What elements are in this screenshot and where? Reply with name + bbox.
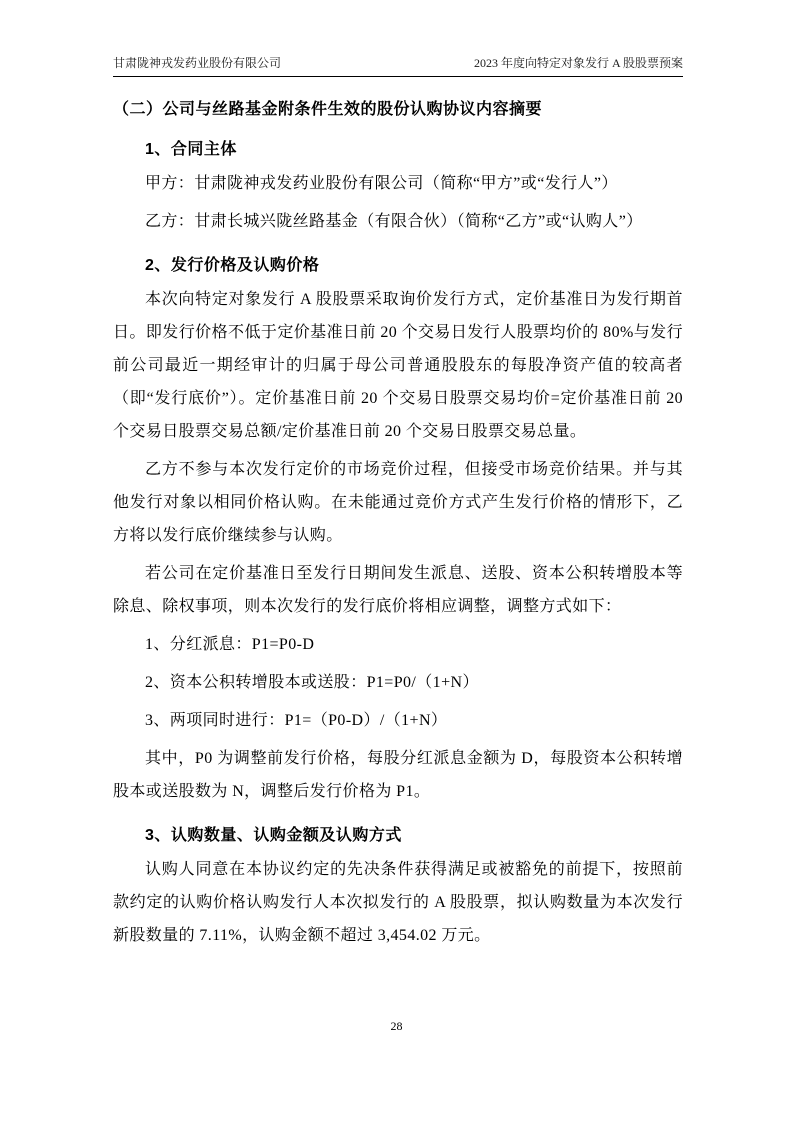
page-footer xyxy=(0,1019,793,1034)
document-body xyxy=(113,98,683,952)
formula-combined: 3、两项同时进行：P1=（P0-D）/（1+N） xyxy=(145,712,448,729)
subsection-2-heading: 2、发行价格及认购价格 xyxy=(145,257,320,274)
subsection-3-heading: 3、认购数量、认购金额及认购方式 xyxy=(145,827,402,844)
paragraph-adjustment-intro: 若公司在定价基准日至发行日期间发生派息、送股、资本公积转增股本等除息、除权事项，则本次发行的发行底价将相应调整，调整方式如下： xyxy=(113,565,683,615)
formula-capitalization: 2、资本公积转增股本或送股：P1=P0/（1+N） xyxy=(145,674,479,691)
paragraph-subscription: 认购人同意在本协议约定的先决条件获得满足或被豁免的前提下，按照前款约定的认购价格认购发行人本次拟发行的 A 股股票，拟认购数量为本次发行新股数量的 7.11%，认购金额不超过 3,454.02 万元。 xyxy=(113,861,683,944)
page-header xyxy=(113,0,683,77)
paragraph-party-a: 甲方：甘肃陇神戎发药业股份有限公司（简称“甲方”或“发行人”） xyxy=(145,175,618,192)
paragraph-no-bidding: 乙方不参与本次发行定价的市场竞价过程，但接受市场竞价结果。并与其他发行对象以相同价格认购。在未能通过竞价方式产生发行价格的情形下，乙方将以发行底价继续参与认购。 xyxy=(113,461,683,544)
formula-dividend: 1、分红派息：P1=P0-D xyxy=(145,636,315,653)
paragraph-variable-definitions: 其中，P0 为调整前发行价格，每股分红派息金额为 D，每股资本公积转增股本或送股数为 N，调整后发行价格为 P1。 xyxy=(113,750,683,800)
header-company-name: 甘肃陇神戎发药业股份有限公司 xyxy=(113,56,282,70)
section-heading: （二）公司与丝路基金附条件生效的股份认购协议内容摘要 xyxy=(113,101,543,118)
paragraph-party-b: 乙方：甘肃长城兴陇丝路基金（有限合伙）（简称“乙方”或“认购人”） xyxy=(145,213,643,230)
header-document-title: 2023 年度向特定对象发行 A 股股票预案 xyxy=(473,56,683,70)
paragraph-pricing-method: 本次向特定对象发行 A 股股票采取询价发行方式，定价基准日为发行期首日。即发行价格不低于定价基准日前 20 个交易日发行人股票均价的 80%与发行前公司最近一期经审计的归属于母公司普通股股东的每股净资产值的较高者（即“发行底价”）。定价基准日前 20 个交易日股票交易均价=定价基准日前 20 个交易日股票交易总额/定价基准日前 20 个交易日股票交易总量。 xyxy=(113,291,683,440)
subsection-1-heading: 1、合同主体 xyxy=(145,141,237,158)
page-number: 28 xyxy=(390,1019,403,1033)
